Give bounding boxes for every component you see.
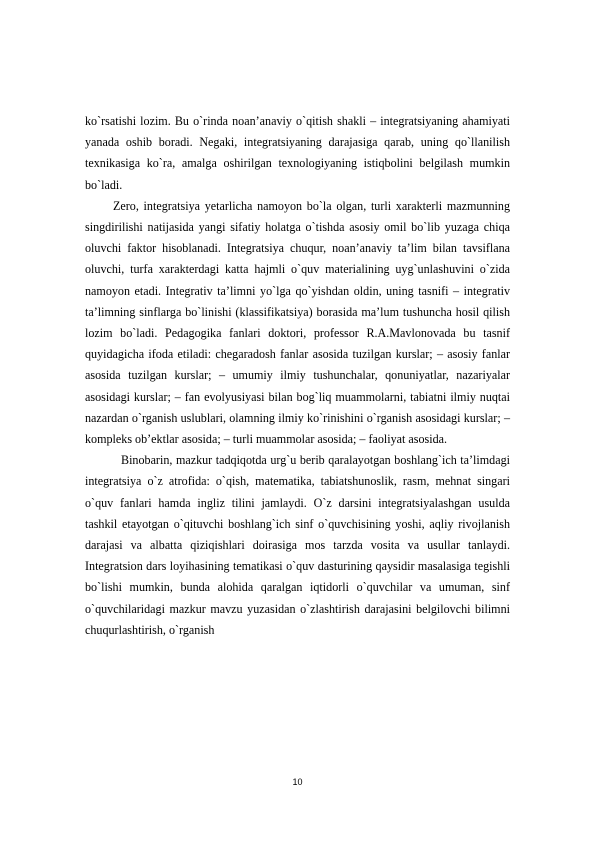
paragraph-3: Binobarin, mazkur tadqiqotda urg`u berib qaralayotgan boshlang`ich ta’limdagi integratsiya o`z atrofida: o`qish, matematika, tabiatshunoslik, rasm, mehnat singari o`quv fanlari hamda ingliz tilini jamlaydi. O`z darsini integratsiyalashgan usulda tashkil etayotgan o`qituvchi boshlang`ich sinf o`quvchisining yoshi, aqliy rivojlanish darajasi va albatta qiziqishlari doirasiga mos tarzda vosita va usullar tanlaydi. Integratsion dars loyihasining tematikasi o`quv dasturining qaysidir masalasiga tegishli bo`lishi mumkin, bunda alohida qaralgan iqtidorli o`quvchilar va umuman, sinf o`quvchilaridagi mazkur mavzu yuzasidan o`zlashtirish darajasini belgilovchi bilimni chuqurlashtirish, o`rganish [85, 453, 510, 637]
page-number: 10 [292, 777, 303, 787]
body-text [85, 111, 510, 641]
paragraph-2: Zero, integratsiya yetarlicha namoyon bo`la olgan, turli xarakterli mazmunning singdirilishi natijasida yangi sifatiy holatga o`tishda asosiy omil bo`lib yuzaga chiqa oluvchi faktor hisoblanadi. Integratsiya chuqur, noan’anaviy ta’lim bilan tavsiflana oluvchi, turfa xarakterdagi katta hajmli o`quv materialining uyg`unlashuvini o`zida namoyon etadi. Integrativ ta’limni yo`lga qo`yishdan oldin, uning tasnifi – integrativ ta’limning sinflarga bo`linishi (klassifikatsiya) borasida ma’lum tushuncha hosil qilish lozim bo`ladi. Pedagogika fanlari doktori, professor R.A.Mavlonovada bu tasnif quyidagicha ifoda etiladi: chegaradosh fanlar asosida tuzilgan kurslar; – asosiy fanlar asosida tuzilgan kurslar; – umumiy ilmiy tushunchalar, qonuniyatlar, nazariyalar asosidagi kurslar; – fan evolyusiyasi bilan bog`liq muammolarni, tabiatni ilmiy nuqtai nazardan o`rganish uslublari, olamning ilmiy ko`rinishini o`rganish asosidagi kurslar; – kompleks ob’ektlar asosida; – turli muammolar asosida; – faoliyat asosida. [85, 198, 510, 447]
paragraph-1: ko`rsatishi lozim. Bu o`rinda noan’anaviy o`qitish shakli – integratsiyaning ahamiyati yanada oshib boradi. Negaki, integratsiyaning darajasiga qarab, uning qo`llanilish texnikasiga ko`ra, amalga oshirilgan texnologiyaning istiqbolini belgilash mumkin bo`ladi. [85, 114, 510, 192]
